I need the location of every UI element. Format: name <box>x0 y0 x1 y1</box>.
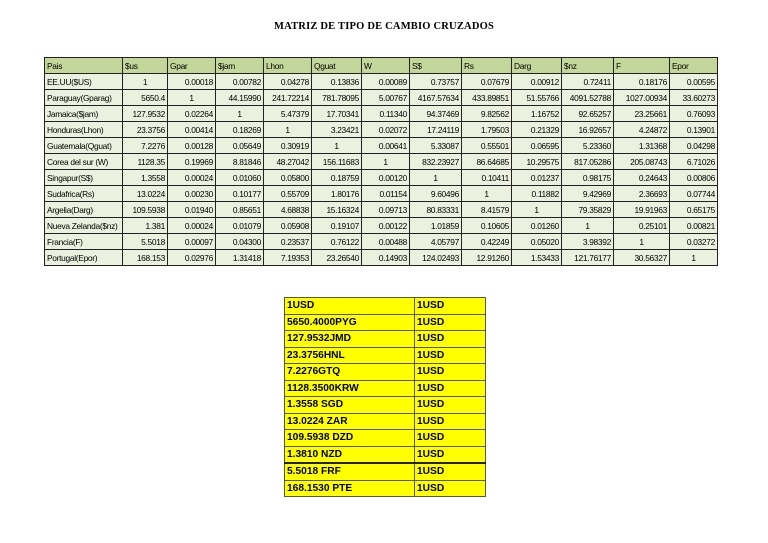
conversion-base: 1USD <box>415 298 486 315</box>
matrix-row <box>45 90 718 106</box>
conversion-amount: 1.3810 NZD <box>285 446 415 463</box>
matrix-cell: 0.00912 <box>512 74 562 90</box>
conversion-base: 1USD <box>415 413 486 430</box>
matrix-cell: 1.16752 <box>512 106 562 122</box>
matrix-cell: 44.15990 <box>216 90 264 106</box>
matrix-cell: 6.71026 <box>670 154 718 170</box>
matrix-cell: 0.18269 <box>216 122 264 138</box>
matrix-cell: 0.01237 <box>512 170 562 186</box>
matrix-cell: 0.00122 <box>362 218 410 234</box>
matrix-cell: 0.00120 <box>362 170 410 186</box>
column-header-currency: W <box>362 58 410 74</box>
conversion-row <box>285 463 486 480</box>
matrix-cell: 1 <box>312 138 362 154</box>
matrix-cell: 4.24872 <box>614 122 670 138</box>
matrix-cell: 0.09713 <box>362 202 410 218</box>
row-label-country: Sudafrica(Rs) <box>45 186 123 202</box>
matrix-cell: 0.11340 <box>362 106 410 122</box>
matrix-cell: 0.02264 <box>168 106 216 122</box>
matrix-cell: 0.10177 <box>216 186 264 202</box>
conversion-row <box>285 446 486 463</box>
matrix-cell: 4.05797 <box>410 234 462 250</box>
matrix-cell: 0.76122 <box>312 234 362 250</box>
column-header-currency: Epor <box>670 58 718 74</box>
matrix-cell: 7.2276 <box>123 138 168 154</box>
matrix-cell: 0.05649 <box>216 138 264 154</box>
matrix-cell: 1.31418 <box>216 250 264 266</box>
matrix-cell: 0.01260 <box>512 218 562 234</box>
matrix-row <box>45 218 718 234</box>
matrix-cell: 0.04298 <box>670 138 718 154</box>
matrix-cell: 433.89851 <box>462 90 512 106</box>
conversion-amount: 23.3756HNL <box>285 347 415 364</box>
column-header-currency: S$ <box>410 58 462 74</box>
matrix-cell: 0.01079 <box>216 218 264 234</box>
matrix-cell: 0.98175 <box>562 170 614 186</box>
matrix-cell: 79.35829 <box>562 202 614 218</box>
matrix-cell: 1.01859 <box>410 218 462 234</box>
column-header-currency: F <box>614 58 670 74</box>
matrix-cell: 0.76093 <box>670 106 718 122</box>
matrix-cell: 5.23360 <box>562 138 614 154</box>
conversion-row <box>285 380 486 397</box>
matrix-cell: 9.60496 <box>410 186 462 202</box>
matrix-cell: 0.02072 <box>362 122 410 138</box>
conversion-row <box>285 331 486 348</box>
matrix-cell: 5650.4 <box>123 90 168 106</box>
matrix-cell: 0.07679 <box>462 74 512 90</box>
column-header-country: Pais <box>45 58 123 74</box>
column-header-currency: Lhon <box>264 58 312 74</box>
matrix-cell: 0.00806 <box>670 170 718 186</box>
conversion-base: 1USD <box>415 446 486 463</box>
matrix-cell: 1 <box>362 154 410 170</box>
matrix-cell: 92.65257 <box>562 106 614 122</box>
matrix-cell: 15.16324 <box>312 202 362 218</box>
matrix-cell: 4091.52788 <box>562 90 614 106</box>
matrix-cell: 0.11882 <box>512 186 562 202</box>
column-header-currency: $us <box>123 58 168 74</box>
row-label-country: EE.UU($US) <box>45 74 123 90</box>
matrix-cell: 0.65175 <box>670 202 718 218</box>
conversion-row <box>285 413 486 430</box>
matrix-cell: 23.25661 <box>614 106 670 122</box>
matrix-cell: 817.05286 <box>562 154 614 170</box>
matrix-cell: 48.27042 <box>264 154 312 170</box>
matrix-cell: 1027.00934 <box>614 90 670 106</box>
matrix-cell: 86.64685 <box>462 154 512 170</box>
conversion-amount: 5650.4000PYG <box>285 314 415 331</box>
matrix-cell: 1.53433 <box>512 250 562 266</box>
conversion-amount: 7.2276GTQ <box>285 364 415 381</box>
matrix-cell: 30.56327 <box>614 250 670 266</box>
matrix-cell: 0.00782 <box>216 74 264 90</box>
conversion-row <box>285 480 486 497</box>
row-label-country: Paraguay(Gparag) <box>45 90 123 106</box>
matrix-row <box>45 202 718 218</box>
matrix-cell: 1128.35 <box>123 154 168 170</box>
matrix-cell: 0.01940 <box>168 202 216 218</box>
matrix-cell: 0.30919 <box>264 138 312 154</box>
matrix-cell: 1 <box>123 74 168 90</box>
matrix-cell: 7.19353 <box>264 250 312 266</box>
matrix-row <box>45 250 718 266</box>
matrix-cell: 0.55709 <box>264 186 312 202</box>
matrix-cell: 0.00641 <box>362 138 410 154</box>
row-label-country: Honduras(Lhon) <box>45 122 123 138</box>
matrix-cell: 5.33087 <box>410 138 462 154</box>
matrix-row <box>45 234 718 250</box>
matrix-cell: 1 <box>670 250 718 266</box>
usd-conversion-table <box>284 297 486 497</box>
row-label-country: Argelia(Darg) <box>45 202 123 218</box>
matrix-cell: 0.05800 <box>264 170 312 186</box>
conversion-base: 1USD <box>415 331 486 348</box>
matrix-cell: 0.10411 <box>462 170 512 186</box>
matrix-cell: 121.76177 <box>562 250 614 266</box>
matrix-cell: 0.00024 <box>168 218 216 234</box>
matrix-cell: 156.11683 <box>312 154 362 170</box>
matrix-cell: 1 <box>614 234 670 250</box>
matrix-row <box>45 122 718 138</box>
matrix-cell: 1.79503 <box>462 122 512 138</box>
matrix-cell: 23.26540 <box>312 250 362 266</box>
matrix-cell: 8.81846 <box>216 154 264 170</box>
matrix-cell: 0.24643 <box>614 170 670 186</box>
matrix-cell: 1 <box>216 106 264 122</box>
matrix-cell: 0.19107 <box>312 218 362 234</box>
matrix-cell: 0.04300 <box>216 234 264 250</box>
matrix-cell: 17.70341 <box>312 106 362 122</box>
matrix-cell: 0.04278 <box>264 74 312 90</box>
row-label-country: Corea del sur (W) <box>45 154 123 170</box>
row-label-country: Portugal(Epor) <box>45 250 123 266</box>
matrix-cell: 1 <box>410 170 462 186</box>
matrix-cell: 0.21329 <box>512 122 562 138</box>
conversion-base: 1USD <box>415 347 486 364</box>
matrix-cell: 0.00230 <box>168 186 216 202</box>
matrix-cell: 0.00089 <box>362 74 410 90</box>
conversion-row <box>285 364 486 381</box>
row-label-country: Guatemala(Qguat) <box>45 138 123 154</box>
matrix-cell: 0.02976 <box>168 250 216 266</box>
matrix-cell: 0.00097 <box>168 234 216 250</box>
matrix-cell: 1 <box>168 90 216 106</box>
matrix-cell: 0.01060 <box>216 170 264 186</box>
matrix-cell: 9.82562 <box>462 106 512 122</box>
matrix-cell: 5.47379 <box>264 106 312 122</box>
matrix-cell: 241.72214 <box>264 90 312 106</box>
matrix-cell: 0.23537 <box>264 234 312 250</box>
matrix-cell: 0.01154 <box>362 186 410 202</box>
conversion-amount: 168.1530 PTE <box>285 480 415 497</box>
matrix-cell: 124.02493 <box>410 250 462 266</box>
conversion-amount: 1.3558 SGD <box>285 397 415 414</box>
page-title: MATRIZ DE TIPO DE CAMBIO CRUZADOS <box>273 21 495 32</box>
matrix-row <box>45 138 718 154</box>
matrix-cell: 0.03272 <box>670 234 718 250</box>
conversion-amount: 13.0224 ZAR <box>285 413 415 430</box>
matrix-cell: 0.05908 <box>264 218 312 234</box>
matrix-cell: 0.05020 <box>512 234 562 250</box>
conversion-row <box>285 347 486 364</box>
conversion-amount: 1USD <box>285 298 415 315</box>
matrix-cell: 1 <box>512 202 562 218</box>
matrix-cell: 19.91963 <box>614 202 670 218</box>
matrix-cell: 5.5018 <box>123 234 168 250</box>
matrix-cell: 0.14903 <box>362 250 410 266</box>
matrix-cell: 4167.57634 <box>410 90 462 106</box>
conversion-base: 1USD <box>415 397 486 414</box>
column-header-currency: $nz <box>562 58 614 74</box>
matrix-row <box>45 154 718 170</box>
matrix-cell: 0.13901 <box>670 122 718 138</box>
column-header-currency: Darg <box>512 58 562 74</box>
conversion-base: 1USD <box>415 314 486 331</box>
matrix-cell: 127.9532 <box>123 106 168 122</box>
matrix-header-row <box>45 58 718 74</box>
conversion-amount: 127.9532JMD <box>285 331 415 348</box>
conversion-base: 1USD <box>415 480 486 497</box>
column-header-currency: Gpar <box>168 58 216 74</box>
conversion-row <box>285 314 486 331</box>
conversion-amount: 109.5938 DZD <box>285 430 415 447</box>
column-header-currency: Qguat <box>312 58 362 74</box>
matrix-cell: 13.0224 <box>123 186 168 202</box>
matrix-cell: 3.23421 <box>312 122 362 138</box>
matrix-cell: 0.00018 <box>168 74 216 90</box>
matrix-cell: 0.25101 <box>614 218 670 234</box>
matrix-cell: 94.37469 <box>410 106 462 122</box>
matrix-cell: 1 <box>462 186 512 202</box>
row-label-country: Singapur(S$) <box>45 170 123 186</box>
matrix-cell: 0.00414 <box>168 122 216 138</box>
matrix-cell: 23.3756 <box>123 122 168 138</box>
exchange-matrix-table <box>44 57 718 266</box>
matrix-cell: 33.60273 <box>670 90 718 106</box>
matrix-cell: 1.31368 <box>614 138 670 154</box>
row-label-country: Francia(F) <box>45 234 123 250</box>
matrix-cell: 0.18176 <box>614 74 670 90</box>
conversion-row <box>285 397 486 414</box>
matrix-cell: 1.80176 <box>312 186 362 202</box>
matrix-row <box>45 186 718 202</box>
matrix-cell: 109.5938 <box>123 202 168 218</box>
matrix-cell: 0.07744 <box>670 186 718 202</box>
matrix-cell: 16.92657 <box>562 122 614 138</box>
matrix-cell: 10.29575 <box>512 154 562 170</box>
matrix-cell: 0.18759 <box>312 170 362 186</box>
matrix-cell: 1.3558 <box>123 170 168 186</box>
matrix-cell: 832.23927 <box>410 154 462 170</box>
matrix-cell: 781.78095 <box>312 90 362 106</box>
matrix-cell: 168.153 <box>123 250 168 266</box>
matrix-cell: 51.55766 <box>512 90 562 106</box>
matrix-cell: 0.42249 <box>462 234 512 250</box>
conversion-row <box>285 298 486 315</box>
matrix-cell: 205.08743 <box>614 154 670 170</box>
matrix-cell: 0.00595 <box>670 74 718 90</box>
column-header-currency: Rs <box>462 58 512 74</box>
matrix-cell: 5.00767 <box>362 90 410 106</box>
matrix-cell: 0.06595 <box>512 138 562 154</box>
matrix-cell: 1 <box>264 122 312 138</box>
matrix-row <box>45 106 718 122</box>
matrix-cell: 0.72411 <box>562 74 614 90</box>
matrix-cell: 0.55501 <box>462 138 512 154</box>
column-header-currency: $jam <box>216 58 264 74</box>
conversion-base: 1USD <box>415 430 486 447</box>
matrix-cell: 4.68838 <box>264 202 312 218</box>
conversion-row <box>285 430 486 447</box>
conversion-amount: 5.5018 FRF <box>285 463 415 480</box>
matrix-cell: 1.381 <box>123 218 168 234</box>
matrix-cell: 0.00024 <box>168 170 216 186</box>
conversion-base: 1USD <box>415 380 486 397</box>
matrix-cell: 0.73757 <box>410 74 462 90</box>
matrix-cell: 12.91260 <box>462 250 512 266</box>
matrix-cell: 1 <box>562 218 614 234</box>
matrix-cell: 0.00488 <box>362 234 410 250</box>
row-label-country: Jamaica($jam) <box>45 106 123 122</box>
matrix-cell: 0.00128 <box>168 138 216 154</box>
matrix-cell: 0.19969 <box>168 154 216 170</box>
conversion-base: 1USD <box>415 463 486 480</box>
matrix-row <box>45 74 718 90</box>
matrix-cell: 2.36693 <box>614 186 670 202</box>
matrix-cell: 0.10605 <box>462 218 512 234</box>
matrix-cell: 0.85651 <box>216 202 264 218</box>
matrix-row <box>45 170 718 186</box>
matrix-cell: 3.98392 <box>562 234 614 250</box>
row-label-country: Nueva Zelanda($nz) <box>45 218 123 234</box>
matrix-cell: 9.42969 <box>562 186 614 202</box>
matrix-cell: 17.24119 <box>410 122 462 138</box>
matrix-cell: 80.83331 <box>410 202 462 218</box>
matrix-cell: 8.41579 <box>462 202 512 218</box>
matrix-cell: 0.13836 <box>312 74 362 90</box>
matrix-cell: 0.00821 <box>670 218 718 234</box>
conversion-base: 1USD <box>415 364 486 381</box>
conversion-amount: 1128.3500KRW <box>285 380 415 397</box>
